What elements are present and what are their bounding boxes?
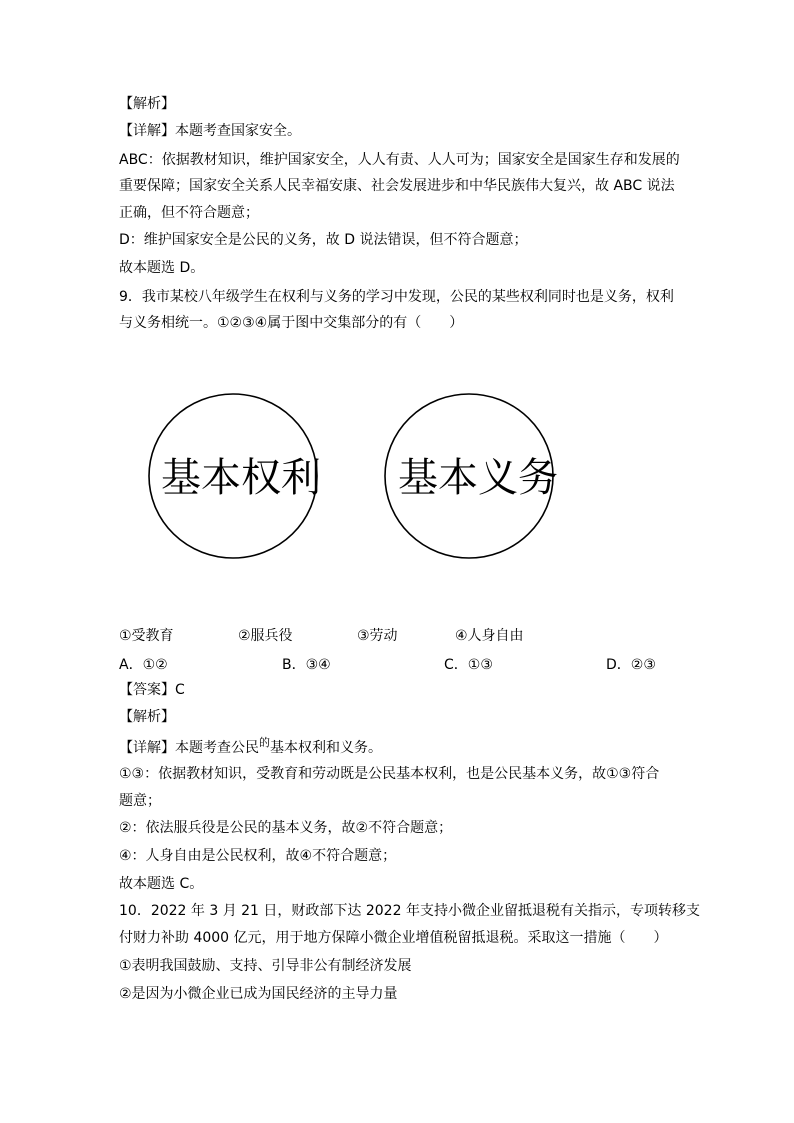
venn-right-label: 基本义务 xyxy=(398,455,558,501)
choice-c: C．①③ xyxy=(444,657,493,673)
explanation-line: ①③：依据教材知识，受教育和劳动既是公民基本权利，也是公民基本义务，故①③符合 xyxy=(119,766,660,782)
conclusion-line: 故本题选 D。 xyxy=(119,260,205,276)
detail-prefix: 【详解】本题考查公民 xyxy=(119,740,259,756)
analysis-header: 【解析】 xyxy=(119,96,175,112)
option-line: ②是因为小微企业已成为国民经济的主导力量 xyxy=(119,986,398,1002)
venn-left-label: 基本权利 xyxy=(161,455,321,501)
question-stem: 与义务相统一。①②③④属于图中交集部分的有（ ） xyxy=(119,315,464,331)
question-stem: 10．2022 年 3 月 21 日，财政部下达 2022 年支持小微企业留抵退税有关指示，专项转移支 xyxy=(119,903,700,919)
explanation-line: ABC：依据教材知识，维护国家安全，人人有责、人人可为；国家安全是国家生存和发展的 xyxy=(119,152,680,168)
explanation-line: 重要保障；国家安全关系人民幸福安康、社会发展进步和中华民族伟大复兴，故 ABC 说法 xyxy=(119,178,675,194)
explanation-line: ④：人身自由是公民权利，故④不符合题意； xyxy=(119,848,397,864)
item-3: ③劳动 xyxy=(357,628,398,644)
analysis-header: 【解析】 xyxy=(119,709,175,725)
venn-diagram xyxy=(148,388,558,578)
item-4: ④人身自由 xyxy=(455,628,524,644)
detail-de: 的 xyxy=(259,736,270,749)
question-stem: 付财力补助 4000 亿元，用于地方保障小微企业增值税留抵退税。采取这一措施（ ） xyxy=(119,930,668,946)
explanation-line: 正确，但不符合题意； xyxy=(119,205,259,221)
explanation-line: D：维护国家安全是公民的义务，故 D 说法错误，但不符合题意； xyxy=(119,232,528,248)
option-line: ①表明我国鼓励、支持、引导非公有制经济发展 xyxy=(119,958,412,974)
item-1: ①受教育 xyxy=(119,628,174,644)
item-2: ②服兵役 xyxy=(238,628,293,644)
choice-a: A．①② xyxy=(119,657,168,673)
detail-line: 【详解】本题考查国家安全。 xyxy=(119,123,301,139)
detail-line xyxy=(119,738,382,759)
question-stem: 9．我市某校八年级学生在权利与义务的学习中发现，公民的某些权利同时也是义务，权利 xyxy=(119,289,674,305)
answer-line: 【答案】C xyxy=(119,682,185,698)
choice-d: D．②③ xyxy=(606,657,656,673)
detail-suffix: 基本权利和义务。 xyxy=(270,740,382,756)
choice-b: B．③④ xyxy=(282,657,331,673)
explanation-line: ②：依法服兵役是公民的基本义务，故②不符合题意； xyxy=(119,820,453,836)
conclusion-line: 故本题选 C。 xyxy=(119,876,204,892)
explanation-line: 题意； xyxy=(119,793,161,809)
